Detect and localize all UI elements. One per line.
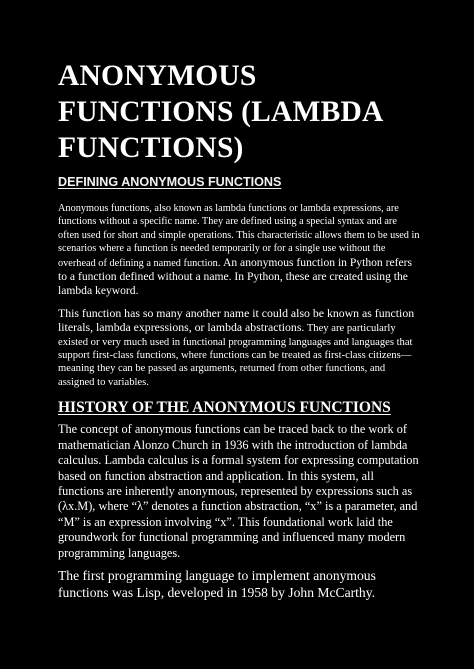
section-heading-history: HISTORY OF THE ANONYMOUS FUNCTIONS	[58, 399, 391, 417]
paragraph-history: The concept of anonymous functions can be traced back to the work of mathematician Alonzo Church in 1936 with the introduction of lambda calculus. Lambda calculus is a formal system for expressing computation based on function abstraction and application. In this system, all functions are inherently anonymous, represented by expressions such as (λx.M), where “λ” denotes a function abstraction, “x” is a parameter, and “M” is an expression involving “x”. This foundational work laid the groundwork for functional programming and influenced many modern programming languages.	[58, 422, 419, 560]
document-title: ANONYMOUS FUNCTIONS (LAMBDA FUNCTIONS)	[58, 60, 382, 164]
paragraph-other-names-rest: They are particularly existed or very much used in functional programming languages and languages that support first-class functions, where functions can be treated as first-class citizens—meaning they can be passed as arguments, returned from other functions, and assigned to variables.	[58, 323, 413, 388]
paragraph-lisp: The first programming language to implement anonymous functions was Lisp, developed in 1958 by John McCarthy.	[58, 567, 376, 600]
paragraph-definition	[58, 202, 420, 299]
paragraph-other-names	[58, 307, 420, 389]
document-subtitle: DEFINING ANONYMOUS FUNCTIONS	[58, 175, 282, 189]
paragraph-definition-end: An anonymous function in Python refers to a function defined without a name. In Python, these are created using the lambda keyword.	[58, 255, 412, 298]
document-page	[58, 58, 420, 601]
paragraph-definition-text: Anonymous functions, also known as lambda functions or lambda expressions, are functions without a specific name. They are defined using a special syntax and are often used for short and simple operations. This characteristic allows them to be used in scenarios where a function is needed temporarily or for a single use without the overhead of defining a named function.	[58, 203, 420, 269]
paragraph-other-names-lead: This function has so many another name it could also be known as function literals, lambda expressions, or lambda abstractions.	[58, 305, 415, 335]
